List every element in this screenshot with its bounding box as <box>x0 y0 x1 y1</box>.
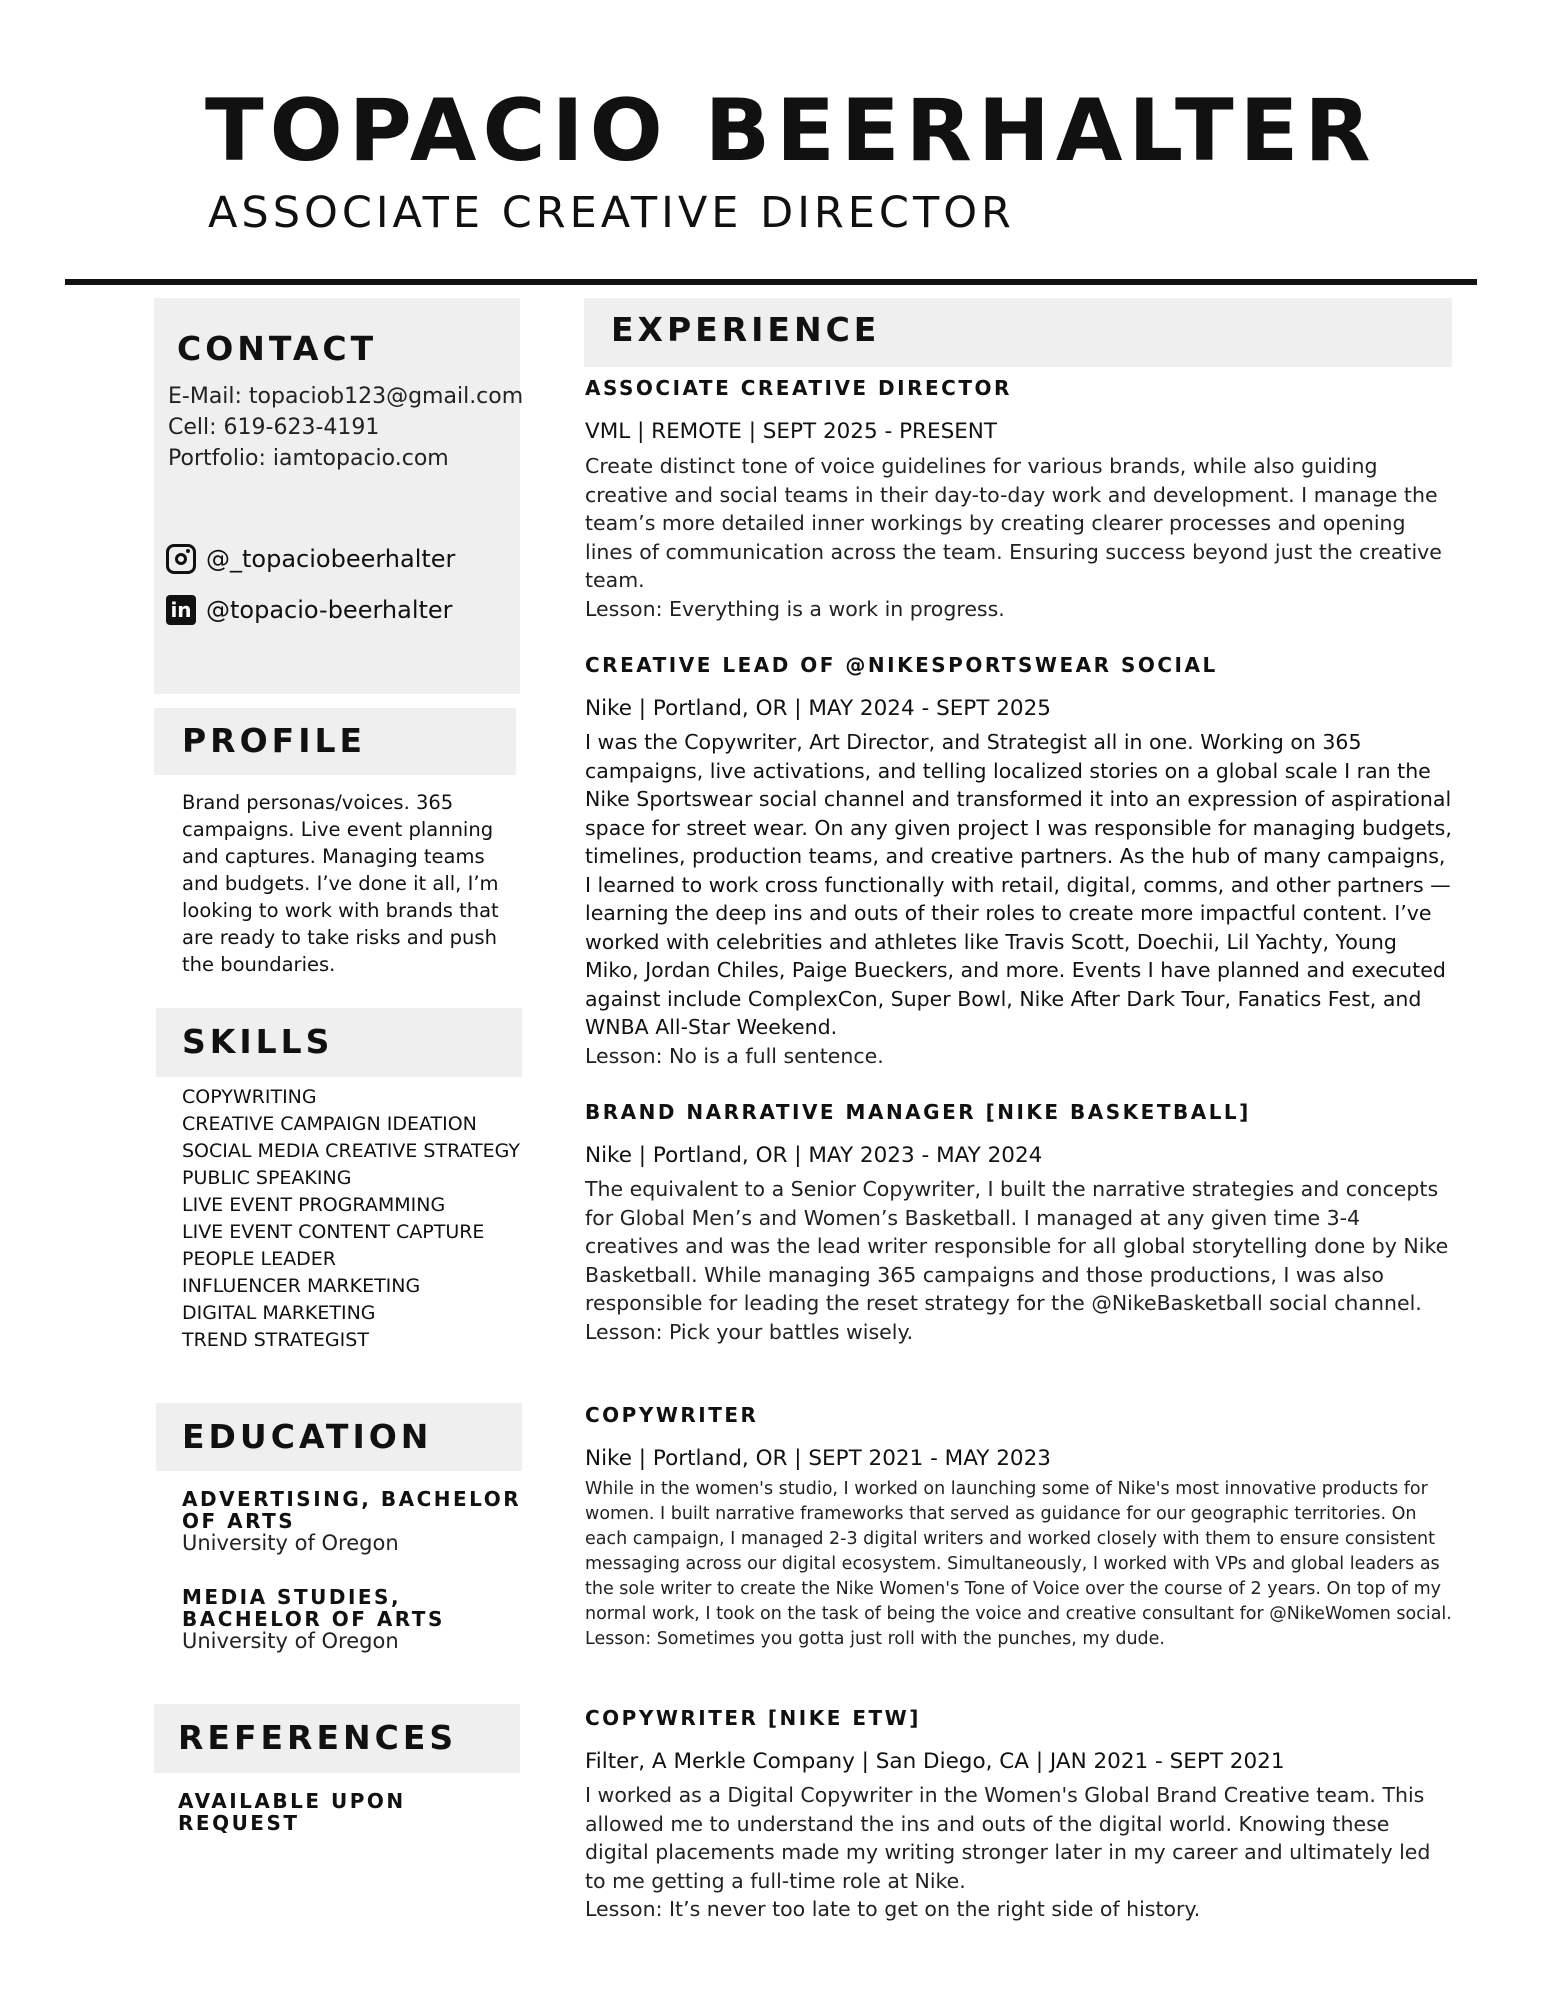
job-title: COPYWRITER <box>585 1403 759 1427</box>
job-meta: Nike | Portland, OR | MAY 2023 - MAY 2024 <box>585 1143 1043 1168</box>
contact-portfolio: Portfolio: iamtopacio.com <box>168 446 449 471</box>
job-lesson: Lesson: Everything is a work in progress. <box>585 596 1005 621</box>
skill-item: DIGITAL MARKETING <box>182 1302 376 1324</box>
resume-title: ASSOCIATE CREATIVE DIRECTOR <box>208 188 1015 238</box>
instagram-handle-row <box>166 544 455 574</box>
job-title: COPYWRITER [NIKE ETW] <box>585 1706 921 1730</box>
skills-list <box>182 1084 520 1354</box>
job-meta: Filter, A Merkle Company | San Diego, CA | JAN 2021 - SEPT 2021 <box>585 1749 1285 1774</box>
job-lesson: Lesson: It’s never too late to get on the right side of history. <box>585 1897 1201 1921</box>
references-text: AVAILABLE UPON REQUEST <box>178 1789 406 1835</box>
job-desc-text: Create distinct tone of voice guidelines for various brands, while also guiding creative and social teams in their day-to-day work and development. I manage the team’s more detailed inner workings by creating clearer processes and opening lines of communication across the team. Ensuring success beyond just the creative team. <box>585 454 1442 592</box>
experience-heading: EXPERIENCE <box>611 310 881 349</box>
skill-item: TREND STRATEGIST <box>182 1329 369 1351</box>
skill-item: INFLUENCER MARKETING <box>182 1275 421 1297</box>
linkedin-handle-row <box>166 595 453 625</box>
job-title: ASSOCIATE CREATIVE DIRECTOR <box>585 376 1012 400</box>
job-lesson: Lesson: Pick your battles wisely. <box>585 1319 914 1344</box>
skill-item: COPYWRITING <box>182 1086 317 1108</box>
skills-heading: SKILLS <box>182 1022 334 1061</box>
instagram-handle: @_topaciobeerhalter <box>206 545 456 573</box>
education-school: University of Oregon <box>182 1629 399 1653</box>
education-degree: MEDIA STUDIES, BACHELOR OF ARTS <box>182 1585 445 1631</box>
job-desc-text: I was the Copywriter, Art Director, and Strategist all in one. Working on 365 campaigns, live activations, and telling localized stories on a global scale I ran the Nike Sportswear social channel and transformed it into an expression of aspirational space for street wear. On any given project I was responsible for managing budgets, timelines, production teams, and creative partners. As the hub of many campaigns, I learned to work cross functionally with retail, digital, comms, and other partners — learning the deep ins and outs of their roles to create more impactful content. I’ve worked with celebrities and athletes like Travis Scott, Doechii, Lil Yachty, Young Miko, Jordan Chiles, Paige Bueckers, and more. Events I have planned and executed against include ComplexCon, Super Bowl, Nike After Dark Tour, Fanatics Fest, and WNBA All-Star Weekend. <box>585 730 1452 1039</box>
job-description <box>585 452 1455 623</box>
skill-item: PEOPLE LEADER <box>182 1248 336 1270</box>
job-lesson: Lesson: Sometimes you gotta just roll with the punches, my dude. <box>585 1629 1165 1649</box>
job-description <box>585 728 1455 1070</box>
header-divider <box>65 279 1477 285</box>
contact-email: E-Mail: topaciob123@gmail.com <box>168 384 524 409</box>
profile-heading: PROFILE <box>182 721 367 760</box>
job-description <box>585 1477 1455 1652</box>
education-school: University of Oregon <box>182 1531 399 1555</box>
skill-item: PUBLIC SPEAKING <box>182 1167 352 1189</box>
job-title: CREATIVE LEAD OF @NIKESPORTSWEAR SOCIAL <box>585 653 1218 677</box>
resume-name: TOPACIO BEERHALTER <box>205 81 1377 181</box>
profile-text: Brand personas/voices. 365 campaigns. Live event planning and captures. Managing teams and budgets. I’ve done it all, I’m looking to work with brands that are ready to take risks and push the boundaries. <box>182 791 499 976</box>
skill-item: SOCIAL MEDIA CREATIVE STRATEGY <box>182 1140 521 1162</box>
instagram-icon <box>166 544 196 574</box>
job-meta: Nike | Portland, OR | MAY 2024 - SEPT 2025 <box>585 696 1051 721</box>
job-desc-text: The equivalent to a Senior Copywriter, I built the narrative strategies and concepts for Global Men’s and Women’s Basketball. I managed at any given time 3-4 creatives and was the lead writer responsible for all global storytelling done by Nike Basketball. While managing 365 campaigns and those productions, I was also responsible for leading the reset strategy for the @NikeBasketball social channel. <box>585 1177 1449 1315</box>
linkedin-icon: in <box>166 595 196 625</box>
contact-cell: Cell: 619-623-4191 <box>168 415 380 440</box>
linkedin-handle: @topacio-beerhalter <box>206 596 453 624</box>
contact-heading: CONTACT <box>177 329 378 368</box>
skill-item: LIVE EVENT PROGRAMMING <box>182 1194 446 1216</box>
job-lesson: Lesson: No is a full sentence. <box>585 1043 884 1068</box>
skill-item: CREATIVE CAMPAIGN IDEATION <box>182 1113 477 1135</box>
job-description <box>585 1175 1455 1346</box>
job-desc-text: I worked as a Digital Copywriter in the Women's Global Brand Creative team. This allowed me to understand the ins and outs of the digital world. Knowing these digital placements made my writing stronger later in my career and ultimately led to me getting a full-time role at Nike. <box>585 1783 1431 1893</box>
job-description <box>585 1781 1455 1924</box>
references-heading: REFERENCES <box>178 1718 458 1757</box>
job-meta: Nike | Portland, OR | SEPT 2021 - MAY 2023 <box>585 1446 1051 1471</box>
job-title: BRAND NARRATIVE MANAGER [NIKE BASKETBALL] <box>585 1100 1251 1124</box>
job-meta: VML | REMOTE | SEPT 2025 - PRESENT <box>585 419 998 444</box>
education-degree: ADVERTISING, BACHELOR OF ARTS <box>182 1487 522 1533</box>
job-desc-text: While in the women's studio, I worked on launching some of Nike's most innovative products for women. I built narrative frameworks that served as guidance for our geographic territories. On each campaign, I managed 2-3 digital writers and worked closely with them to ensure consistent messaging across our digital ecosystem. Simultaneously, I worked with VPs and global leaders as the sole writer to create the Nike Women's Tone of Voice over the course of 2 years. On top of my normal work, I took on the task of being the voice and creative consultant for @NikeWomen social. <box>585 1479 1452 1624</box>
education-heading: EDUCATION <box>182 1417 433 1456</box>
skill-item: LIVE EVENT CONTENT CAPTURE <box>182 1221 485 1243</box>
